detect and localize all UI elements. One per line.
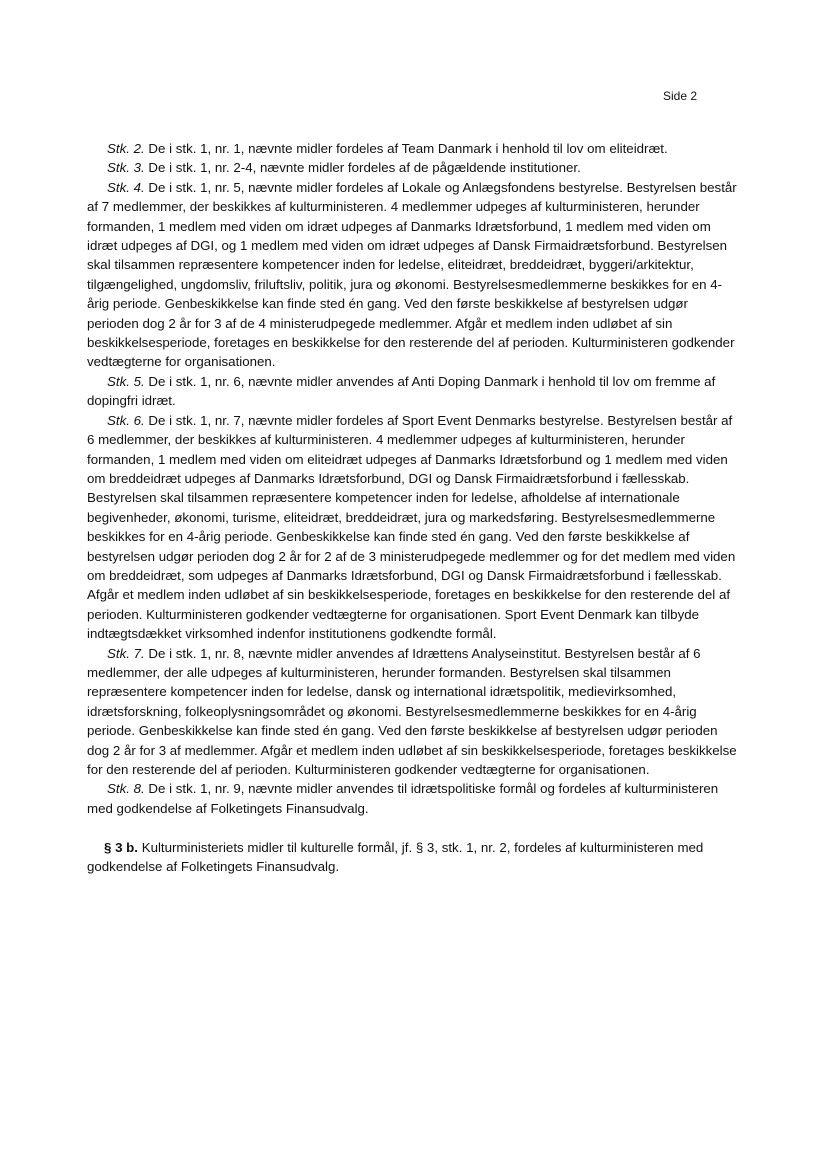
paragraph-text: De i stk. 1, nr. 2-4, nævnte midler fordeles af de pågældende institutioner. [144,160,581,176]
paragraph-stk-8 [87,779,742,818]
section-3b [87,838,742,877]
paragraph-text: De i stk. 1, nr. 6, nævnte midler anvendes af Anti Doping Danmark i henhold til lov om fremme af dopingfri idræt. [87,373,716,409]
paragraph-stk-2 [87,139,742,158]
paragraph-stk-3 [87,158,742,177]
section-heading: § 3 b. [104,839,138,855]
paragraph-stk-4 [87,178,742,372]
paragraph-text: De i stk. 1, nr. 8, nævnte midler anvendes af Idrættens Analyseinstitut. Bestyrelsen består af 6 medlemmer, der alle udpeges af kulturministeren, herunder formanden. Bestyrelsen skal tilsammen repræsentere kompetencer inden for ledelse, dansk og international idrætspolitik, medievirksomhed, idrætsforskning, folkeoplysningsområdet og økonomi. Bestyrelsesmedlemmerne beskikkes for en 4-årig periode. Genbeskikkelse kan finde sted én gang. Ved den første beskikkelse af bestyrelsen udgør perioden dog 2 år for 3 af medlemmer. Afgår et medlem inden udløbet af sin beskikkelsesperiode, foretages beskikkelse for den resterende del af perioden. Kulturministeren godkender vedtægterne for organisationen. [87,645,737,777]
paragraph-text: De i stk. 1, nr. 7, nævnte midler fordeles af Sport Event Denmarks bestyrelse. Bestyrelsen består af 6 medlemmer, der beskikkes af kulturministeren. 4 medlemmer udpeges af kulturministeren, herunder formanden, 1 medlem med viden om eliteidræt udpeges af Danmarks Idrætsforbund og 1 medlem med viden om breddeidræt udpeges af Danmarks Idrætsforbund, DGI og Dansk Firmaidrætsforbund i fællesskab. Bestyrelsen skal tilsammen repræsentere kompetencer inden for ledelse, afholdelse af internationale begivenheder, økonomi, turisme, eliteidræt, breddeidræt, jura og markedsføring. Bestyrelsesmedlemmerne beskikkes for en 4-årig periode. Genbeskikkelse kan finde sted én gang. Ved den første beskikkelse af bestyrelsen udgør perioden dog 2 år for 2 af de 3 ministerudpegede medlemmer og for det medlem med viden om breddeidræt, som udpeges af Danmarks Idrætsforbund, DGI og Dansk Firmaidrætsforbund i fællesskab. Afgår et medlem inden udløbet af sin beskikkelsesperiode, foretages en beskikkelse for den resterende del af perioden. Kulturministeren godkender vedtægterne for organisationen. Sport Event Denmark kan tilbyde indtægtsdækket virksomhed indenfor institutionens godkendte formål. [87,412,736,642]
paragraph-label: Stk. 3. [107,160,145,176]
section-text: Kulturministeriets midler til kulturelle formål, jf. § 3, stk. 1, nr. 2, fordeles af kulturministeren med godkendelse af Folketingets Finansudvalg. [87,839,704,875]
paragraph-stk-5 [87,372,742,411]
paragraph-text: De i stk. 1, nr. 9, nævnte midler anvendes til idrætspolitiske formål og fordeles af kulturministeren med godkendelse af Folketingets Finansudvalg. [87,781,719,816]
paragraph-stk-7 [87,644,742,780]
paragraph-label: Stk. 5. [107,373,145,389]
page-number: Side 2 [662,89,697,103]
paragraph-stk-6 [87,411,742,644]
paragraph-label: Stk. 7. [107,645,145,661]
document-body [87,139,742,876]
paragraph-text: De i stk. 1, nr. 5, nævnte midler fordeles af Lokale og Anlægsfondens bestyrelse. Bestyrelsen består af 7 medlemmer, der beskikkes af kulturministeren. 4 medlemmer udpeges af kulturministeren, herunder formanden, 1 medlem med viden om idræt udpeges af Danmarks Idrætsforbund, 1 medlem med viden om idræt udpeges af DGI, og 1 medlem med viden om idræt udpeges af Dansk Firmaidrætsforbund. Bestyrelsen skal tilsammen repræsentere kompetencer inden for ledelse, eliteidræt, breddeidræt, byggeri/arkitektur, tilgængelighed, ungdomsliv, friluftsliv, politik, jura og økonomi. Bestyrelsesmedlemmerne beskikkes for en 4-årig periode. Genbeskikkelse kan finde sted én gang. Ved den første beskikkelse af bestyrelsen udgør perioden dog 2 år for 3 af de 4 ministerudpegede medlemmer. Afgår et medlem inden udløbet af sin beskikkelsesperiode, foretages en beskikkelse for den resterende del af perioden. Kulturministeren godkender vedtægterne for organisationen. [87,179,737,370]
paragraph-label: Stk. 4. [107,179,145,195]
paragraph-label: Stk. 2. [107,141,145,156]
paragraph-text: De i stk. 1, nr. 1, nævnte midler fordeles af Team Danmark i henhold til lov om eliteidræt. [144,141,668,156]
paragraph-label: Stk. 6. [107,412,145,428]
paragraph-label: Stk. 8. [107,781,145,797]
